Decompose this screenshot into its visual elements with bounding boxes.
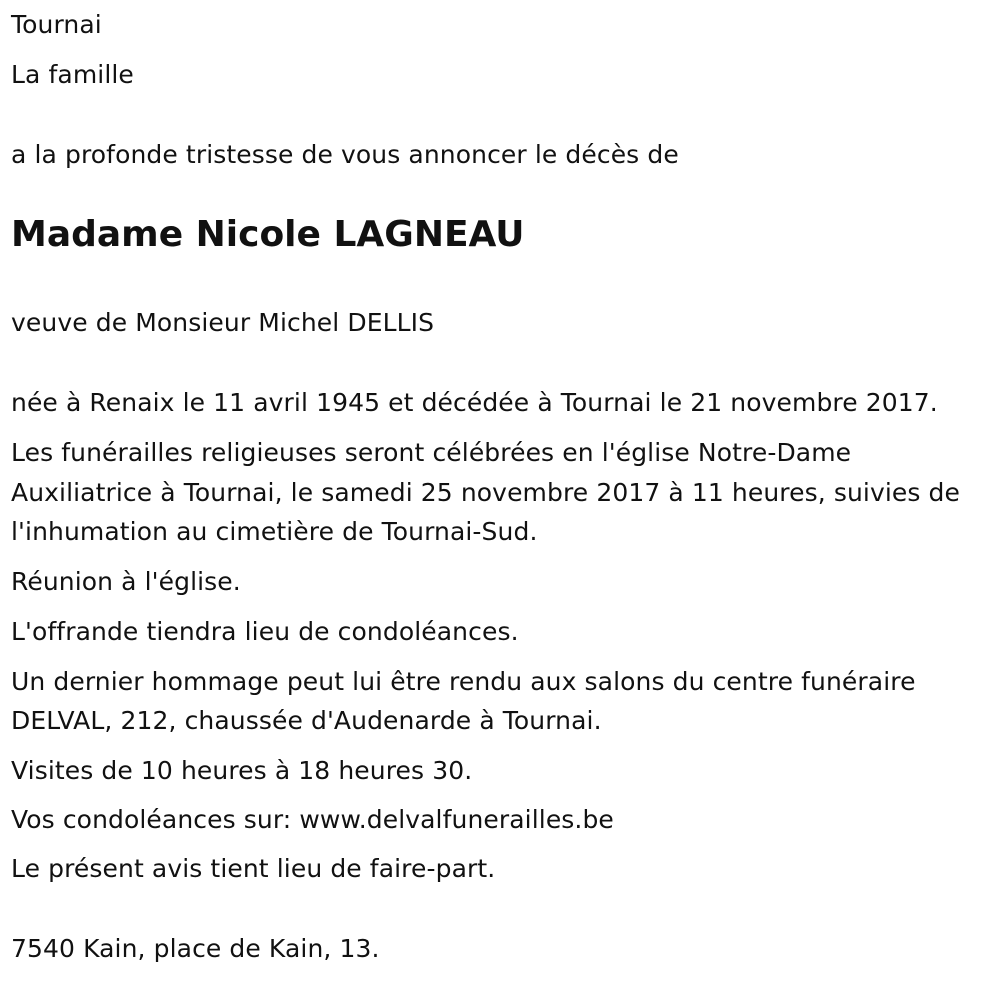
condolences-url[interactable]: www.delvalfunerailles.be <box>299 805 614 834</box>
address: 7540 Kain, place de Kain, 13. <box>11 934 380 963</box>
condolences-prefix: Vos condoléances sur: <box>11 805 300 834</box>
homage-line-1: Un dernier hommage peut lui être rendu aux salons du centre funéraire <box>11 667 916 696</box>
condolences <box>11 800 614 840</box>
birth-death: née à Renaix le 11 avril 1945 et décédée à Tournai le 21 novembre 2017. <box>11 388 938 417</box>
funeral-line-2: Auxiliatrice à Tournai, le samedi 25 novembre 2017 à 11 heures, suivies de <box>11 478 960 507</box>
family: La famille <box>11 60 134 89</box>
homage-line-2: DELVAL, 212, chaussée d'Audenarde à Tournai. <box>11 706 602 735</box>
city: Tournai <box>11 10 102 39</box>
offering: L'offrande tiendra lieu de condoléances. <box>11 617 519 646</box>
funeral-line-1: Les funérailles religieuses seront célébrées en l'église Notre-Dame <box>11 438 852 467</box>
deceased-name: Madame Nicole LAGNEAU <box>11 214 525 255</box>
funeral-line-3: l'inhumation au cimetière de Tournai-Sud. <box>11 517 538 546</box>
widow-of: veuve de Monsieur Michel DELLIS <box>11 308 435 337</box>
announcement: a la profonde tristesse de vous annoncer le décès de <box>11 140 679 169</box>
visits: Visites de 10 heures à 18 heures 30. <box>11 756 473 785</box>
meeting: Réunion à l'église. <box>11 567 241 596</box>
notice: Le présent avis tient lieu de faire-part. <box>11 854 496 883</box>
